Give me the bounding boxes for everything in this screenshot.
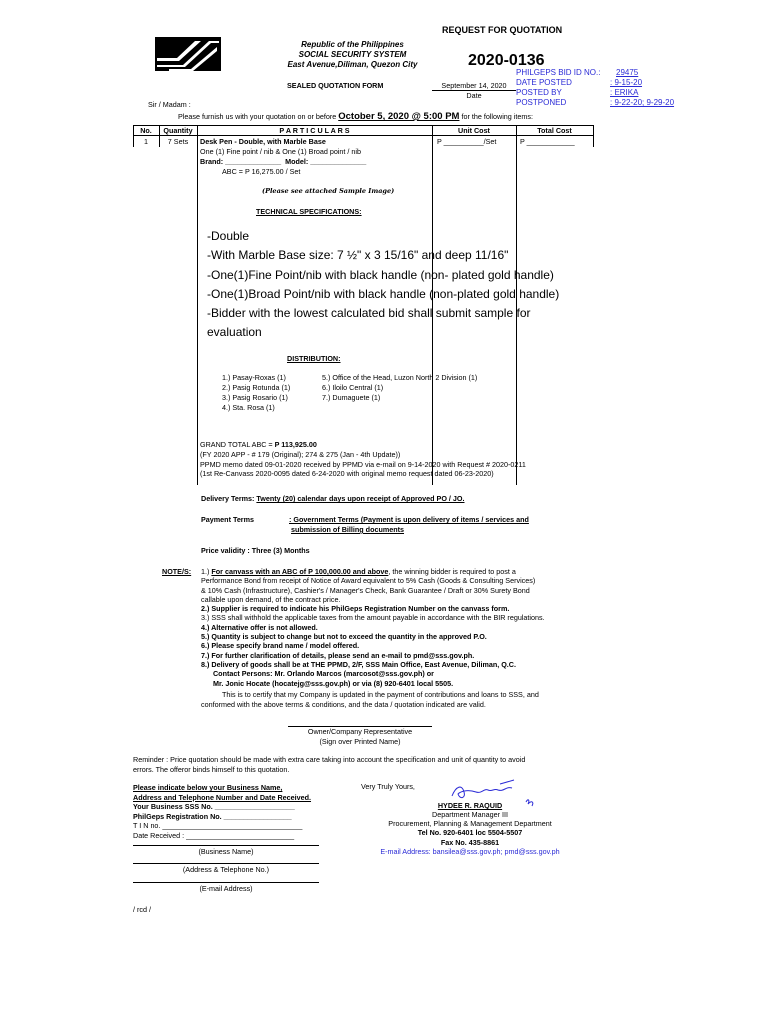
salutation: Sir / Madam :	[148, 100, 191, 109]
delivery-label: Delivery Terms:	[201, 494, 255, 503]
business-email-label: (E-mail Address)	[199, 884, 253, 893]
notes-label: NOTE/S:	[162, 567, 192, 576]
note-line: 4.) Alternative offer is not allowed.	[201, 622, 318, 632]
signatory-fax: Fax No. 435-8861	[440, 838, 500, 847]
delivery-value: Twenty (20) calendar days upon receipt of Approved PO / JO.	[256, 494, 465, 503]
info-block	[516, 68, 716, 108]
distribution-item: 4.) Sta. Rosa (1)	[222, 403, 275, 412]
intro-after: for the following items:	[461, 112, 533, 121]
sss-logo	[155, 37, 221, 71]
item-name: Desk Pen - Double, with Marble Base	[200, 137, 326, 146]
signatory-department: Procurement, Planning & Management Department	[388, 819, 552, 828]
note-line: 8.) Delivery of goods shall be at THE PPMD, 2/F, SSS Main Office, East Avenue, Diliman, Q.C.	[201, 659, 516, 669]
org-line1: Republic of the Philippines	[301, 40, 404, 49]
info-posted-label: DATE POSTED	[516, 78, 572, 87]
spec-item: -One(1)Broad Point/nib with black handle (non-plated gold handle)	[207, 286, 560, 301]
note-line: Contact Persons: Mr. Orlando Marcos (marcosot@sss.gov.ph) or	[201, 669, 434, 679]
item-desc: One (1) Fine point / nib & One (1) Broad point / nib	[200, 147, 362, 156]
grand-total-label: GRAND TOTAL ABC =	[200, 440, 275, 449]
org-line2: SOCIAL SECURITY SYSTEM	[298, 50, 407, 59]
date-value: September 14, 2020	[441, 81, 507, 90]
intro-deadline: October 5, 2020 @ 5:00 PM	[338, 111, 460, 122]
business-tin-field[interactable]: T I N no. ___________________________________	[133, 821, 303, 830]
reference-note: (1st Re-Canvass 2020-0095 dated 6-24-2020 with original memo request dated 06-23-2020)	[200, 469, 494, 479]
distribution-item: 1.) Pasay-Roxas (1)	[222, 373, 286, 382]
unit-cost-field[interactable]: P __________/Set	[437, 137, 497, 146]
payment-value	[289, 515, 529, 535]
total-cost-field[interactable]: P ____________	[520, 137, 575, 146]
spec-item: evaluation	[207, 325, 262, 340]
note-line: 5.) Quantity is subject to change but not to exceed the quantity in the approved P.O.	[201, 632, 487, 642]
info-postedby	[516, 88, 716, 98]
delivery-terms	[201, 494, 465, 503]
grand-total	[200, 440, 317, 449]
distribution-item: 7.) Dumaguete (1)	[322, 393, 381, 402]
note-1-prefix: 1.)	[201, 567, 212, 576]
distribution-item: 5.) Office of the Head, Luzon North 2 Division (1)	[322, 373, 478, 382]
business-instruction: Address and Telephone Number and Date Received.	[133, 792, 312, 802]
spec-item: -Bidder with the lowest calculated bid shall submit sample for	[207, 306, 531, 321]
intro-before: Please furnish us with your quotation on or before	[178, 112, 337, 121]
info-postedby-value: : ERIKA	[610, 88, 639, 97]
rfq-number: 2020-0136	[468, 52, 545, 69]
note-1-rest: , the winning bidder is required to post a	[388, 567, 516, 576]
notes-block	[201, 567, 601, 688]
org-line3: East Avenue,Diliman, Quezon City	[287, 60, 418, 69]
owner-sign: (Sign over Printed Name)	[319, 737, 401, 746]
distribution-item: 3.) Pasig Rosario (1)	[222, 393, 288, 402]
note-line: 2.) Supplier is required to indicate his PhilGeps Registration Number on the canvass form.	[201, 604, 510, 614]
payment-value-line: : Government Terms (Payment is upon delivery of items / services and	[289, 515, 529, 524]
payment-value-line: submission of Billing documents	[291, 525, 405, 534]
col-unit-cost: Unit Cost	[458, 126, 490, 135]
reference-note: (FY 2020 APP - # 179 (Original); 274 & 275 (Jan - 4th Update))	[200, 450, 401, 459]
reference-note: PPMD memo dated 09-01-2020 received by PPMD via e-mail on 9-14-2020 with Request # 2020-0211	[200, 459, 526, 469]
spec-item: -One(1)Fine Point/nib with black handle (non- plated gold handle)	[207, 267, 554, 282]
business-sss-field[interactable]: Your Business SSS No. ____________________	[133, 802, 295, 811]
signatory-tel: Tel No. 920-6401 loc 5504-5507	[417, 828, 523, 837]
distribution-item: 6.) Iloilo Central (1)	[322, 383, 384, 392]
business-address-label: (Address & Telephone No.)	[182, 865, 270, 874]
closing: Very Truly Yours,	[361, 782, 415, 791]
reminder-line: Reminder : Price quotation should be made with extra care taking into account the specification and unit of quantity to avoid	[133, 755, 526, 764]
col-no: No.	[140, 126, 152, 135]
spec-item: -Double	[207, 229, 250, 243]
footer-initials: / rcd /	[133, 905, 151, 914]
info-bid-value: 29475	[616, 68, 639, 77]
owner-rep: Owner/Company Representative	[307, 727, 413, 736]
info-bid	[516, 68, 716, 78]
grand-total-value: P 113,925.00	[274, 440, 317, 449]
signatory-email[interactable]: E-mail Address: bansilea@sss.gov.ph; pmd@sss.gov.ph	[380, 847, 560, 856]
row-no: 1	[144, 137, 148, 146]
info-postponed-label: POSTPONED	[516, 98, 567, 107]
info-postponed	[516, 98, 716, 108]
col-particulars: P A R T I C U L A R S	[279, 126, 350, 135]
business-name-label: (Business Name)	[198, 847, 254, 856]
distribution-item: 2.) Pasig Rotunda (1)	[222, 383, 291, 392]
distribution-left	[222, 373, 290, 413]
sample-note: (Please see attached Sample Image)	[262, 187, 395, 195]
tech-spec-title: TECHNICAL SPECIFICATIONS:	[256, 207, 362, 216]
business-block	[133, 783, 311, 840]
certify-line: This is to certify that my Company is updated in the payment of contributions and loans to SSS, and	[222, 690, 539, 699]
note-1	[201, 567, 601, 576]
row-qty: 7 Sets	[167, 137, 189, 146]
note-line: Mr. Jonic Hocate (hocatejg@sss.gov.ph) or via (8) 920-6401 local 5505.	[201, 678, 454, 688]
note-line: Performance Bond from receipt of Notice of Award equivalent to 5% Cash (Goods & Consulting Services)	[201, 576, 536, 586]
payment-label: Payment Terms	[201, 515, 254, 524]
business-philgeps-field[interactable]: PhilGeps Registration No. _________________	[133, 811, 292, 821]
note-line: 7.) For further clarification of details, please send an e-mail to pmd@sss.gov.ph.	[201, 650, 475, 660]
signatory-name: HYDEE R. RAQUID	[437, 801, 503, 810]
reference-notes	[200, 450, 526, 479]
reminder	[133, 755, 525, 774]
price-validity: Price validity : Three (3) Months	[201, 546, 310, 555]
item-abc: ABC = P 16,275.00 / Set	[222, 167, 301, 176]
certify-text	[201, 690, 539, 709]
business-instruction: Please indicate below your Business Name,	[133, 783, 283, 792]
brand-model: Brand: ______________ Model: ______________	[200, 157, 367, 166]
distribution-right	[322, 373, 477, 403]
note-line: & 10% Cash (Infrastructure), Cashier's / Manager's Check, Bank Guarantee / Draft or 30% Surety Bond	[201, 585, 530, 595]
col-total-cost: Total Cost	[537, 126, 572, 135]
spec-item: -With Marble Base size: 7 ½" x 3 15/16" and deep 11/16"	[207, 248, 509, 263]
note-line: callable upon demand, of the contract price.	[201, 594, 341, 604]
info-postedby-label: POSTED BY	[516, 88, 562, 97]
signatory-title: Department Manager III	[432, 810, 508, 819]
intro-line	[178, 112, 533, 121]
reminder-line: errors. The offeror binds himself to this quotation.	[133, 764, 290, 774]
note-line: 3.) SSS shall withhold the applicable taxes from the amount payable in accordance with the BIR regulations.	[201, 613, 545, 623]
distribution-title: DISTRIBUTION:	[287, 354, 341, 363]
business-date-field[interactable]: Date Received : ___________________________	[133, 830, 295, 840]
form-name: SEALED QUOTATION FORM	[287, 81, 384, 90]
rfq-title: REQUEST FOR QUOTATION	[442, 25, 563, 35]
note-line: 6.) Please specify brand name / model offered.	[201, 641, 360, 651]
info-posted	[516, 78, 716, 88]
date-label: Date	[466, 91, 482, 100]
info-postponed-value: : 9-22-20; 9-29-20	[610, 98, 675, 107]
info-bid-label: PHILGEPS BID ID NO.:	[516, 68, 601, 77]
note-1-underlined: For canvass with an ABC of P 100,000.00 and above	[211, 567, 389, 576]
col-qty: Quantity	[163, 126, 193, 135]
certify-line: conformed with the above terms & conditions, and the data / quotation indicated are valid.	[201, 699, 486, 709]
tech-spec-list	[207, 227, 587, 343]
info-posted-value: : 9-15-20	[610, 78, 643, 87]
